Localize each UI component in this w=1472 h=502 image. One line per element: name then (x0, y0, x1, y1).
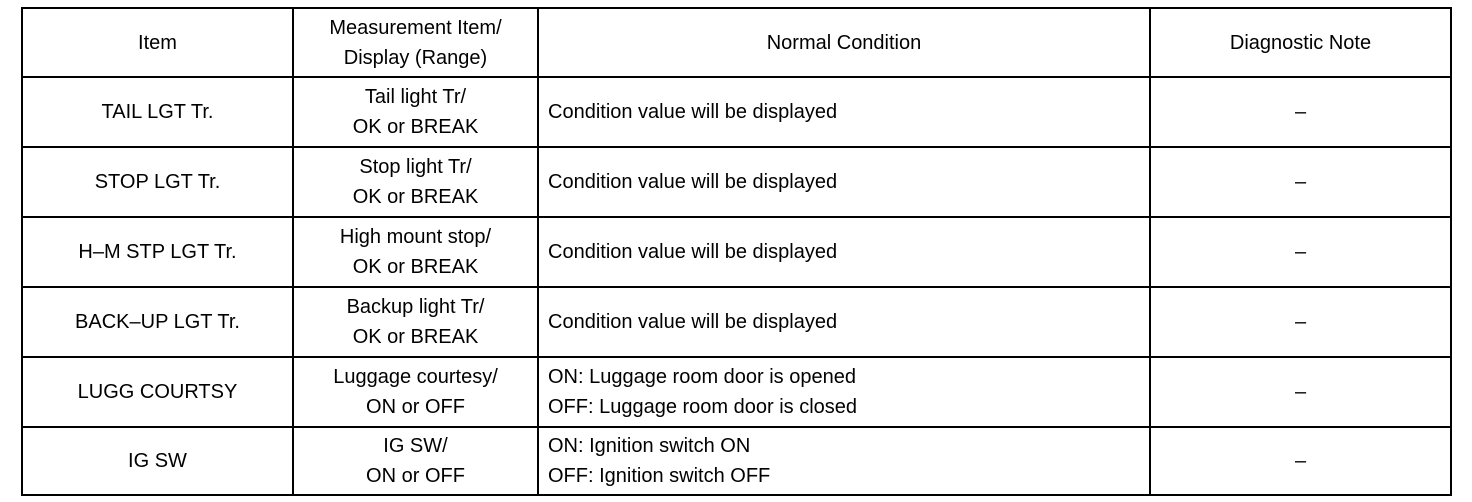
cell-item: IG SW (22, 427, 293, 495)
cell-normal-line1: ON: Luggage room door is opened (548, 366, 856, 388)
cell-normal-line1: ON: Ignition switch ON (548, 435, 751, 457)
header-measurement-line2: Display (Range) (343, 46, 488, 69)
cell-normal-condition (538, 77, 1150, 147)
cell-item: BACK–UP LGT Tr. (22, 287, 293, 357)
cell-measurement (293, 287, 538, 357)
cell-diagnostic-note: – (1150, 287, 1451, 357)
cell-normal-line2: OFF: Ignition switch OFF (548, 465, 771, 487)
cell-measurement-line2: OK or BREAK (352, 116, 479, 138)
cell-measurement-line1: Backup light Tr/ (346, 296, 485, 318)
cell-measurement-line1: Luggage courtesy/ (333, 366, 498, 388)
cell-diagnostic-note: – (1150, 357, 1451, 427)
cell-diagnostic-note: – (1150, 77, 1451, 147)
table-row (22, 357, 1451, 427)
header-diagnostic-note: Diagnostic Note (1150, 8, 1451, 77)
header-measurement (293, 8, 538, 77)
cell-normal-condition (538, 217, 1150, 287)
cell-normal-condition (538, 287, 1150, 357)
cell-measurement (293, 77, 538, 147)
cell-measurement (293, 217, 538, 287)
diagnostic-data-table (21, 7, 1452, 496)
table-row (22, 427, 1451, 495)
cell-diagnostic-note: – (1150, 217, 1451, 287)
header-normal-condition: Normal Condition (538, 8, 1150, 77)
cell-normal-condition (538, 147, 1150, 217)
cell-normal-line1: Condition value will be displayed (548, 311, 838, 333)
header-measurement-line1: Measurement Item/ (329, 16, 502, 39)
cell-measurement-line1: IG SW/ (383, 435, 448, 457)
table-body (22, 77, 1451, 495)
cell-normal-line1: Condition value will be displayed (548, 171, 838, 193)
cell-normal-line1: Condition value will be displayed (548, 241, 838, 263)
cell-measurement-line2: ON or OFF (366, 465, 465, 487)
cell-diagnostic-note: – (1150, 427, 1451, 495)
cell-measurement-line1: Tail light Tr/ (364, 86, 467, 108)
table-header (22, 8, 1451, 77)
cell-measurement (293, 357, 538, 427)
cell-measurement-line1: Stop light Tr/ (359, 156, 472, 178)
table-row (22, 287, 1451, 357)
cell-measurement-line2: OK or BREAK (352, 186, 479, 208)
cell-measurement-line1: High mount stop/ (339, 226, 492, 248)
cell-item: STOP LGT Tr. (22, 147, 293, 217)
cell-item: H–M STP LGT Tr. (22, 217, 293, 287)
table-row (22, 217, 1451, 287)
cell-item: TAIL LGT Tr. (22, 77, 293, 147)
cell-normal-condition (538, 427, 1150, 495)
cell-normal-line1: Condition value will be displayed (548, 101, 838, 123)
table-row (22, 147, 1451, 217)
cell-measurement (293, 147, 538, 217)
cell-item: LUGG COURTSY (22, 357, 293, 427)
cell-measurement-line2: OK or BREAK (352, 256, 479, 278)
cell-measurement (293, 427, 538, 495)
header-row (22, 8, 1451, 77)
cell-measurement-line2: OK or BREAK (352, 326, 479, 348)
cell-normal-condition (538, 357, 1150, 427)
table-row (22, 77, 1451, 147)
header-item: Item (22, 8, 293, 77)
cell-normal-line2: OFF: Luggage room door is closed (548, 396, 858, 418)
cell-diagnostic-note: – (1150, 147, 1451, 217)
cell-measurement-line2: ON or OFF (366, 396, 465, 418)
